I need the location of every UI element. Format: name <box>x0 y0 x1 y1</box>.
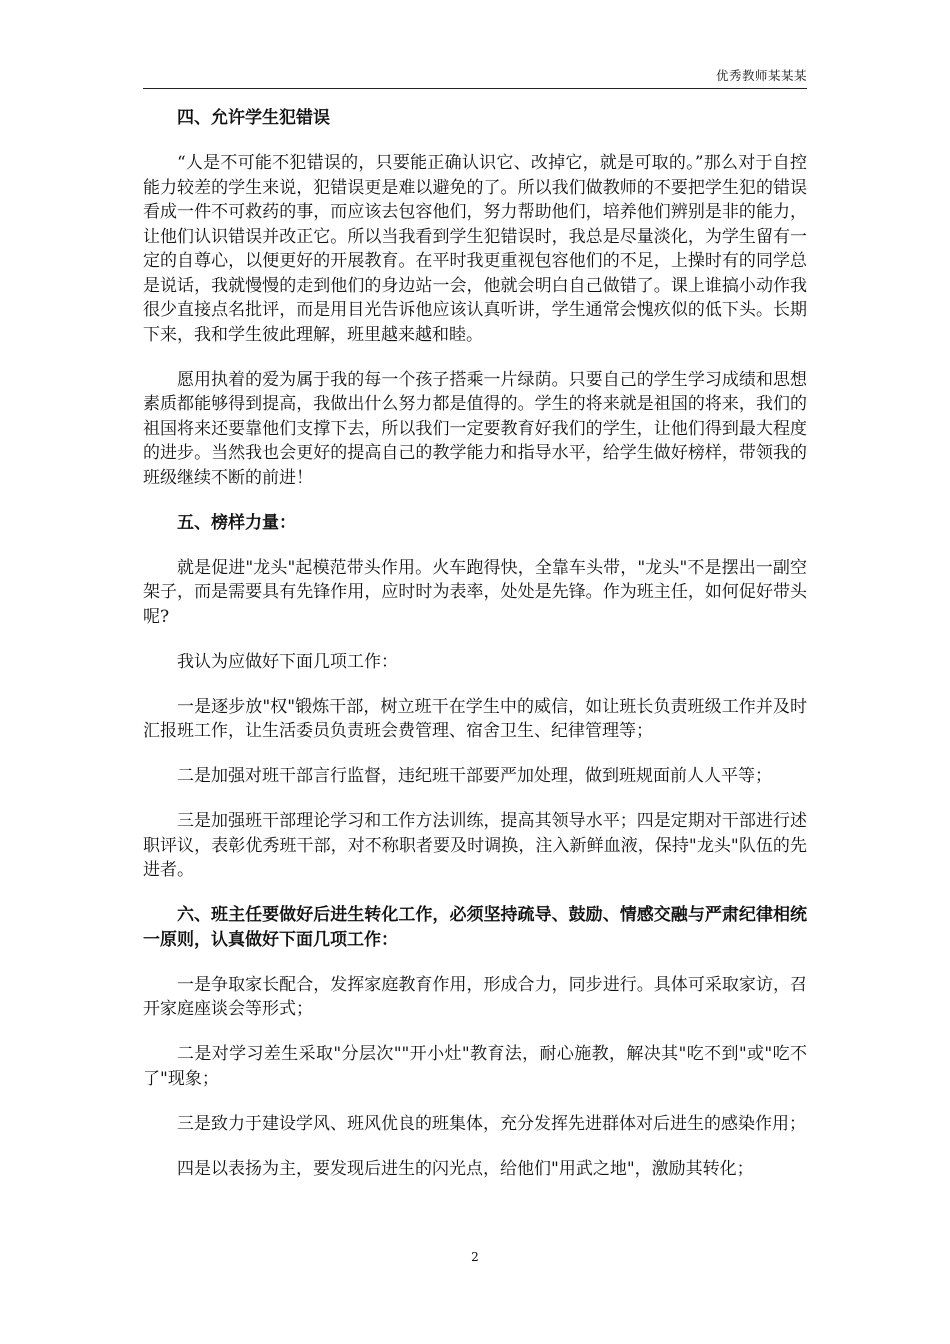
paragraph: 三是致力于建设学风、班风优良的班集体，充分发挥先进群体对后进生的感染作用； <box>177 1113 806 1134</box>
paragraph: 一是争取家长配合，发挥家庭教育作用，形成合力，同步进行。具体可采取家访，召开家庭座谈会等形式； <box>143 974 807 1019</box>
header-title: 优秀教师某某某 <box>715 68 807 83</box>
section-heading-4: 四、允许学生犯错误 <box>177 108 330 128</box>
section-heading-5: 五、榜样力量： <box>177 512 296 533</box>
page-number: 2 <box>471 1250 479 1264</box>
paragraph: 四是以表扬为主，要发现后进生的闪光点，给他们"用武之地"，激励其转化； <box>177 1158 754 1179</box>
paragraph: 三是加强班干部理论学习和工作方法训练，提高其领导水平；四是定期对干部进行述职评议，表彰优秀班干部，对不称职者要及时调换，注入新鲜血液，保持"龙头"队伍的先进者。 <box>143 811 807 880</box>
paragraph: 我认为应做好下面几项工作： <box>177 651 398 672</box>
paragraph: 二是加强对班干部言行监督，违纪班干部要严加处理，做到班规面前人人平等； <box>177 766 772 786</box>
page-header <box>143 66 807 89</box>
paragraph: “人是不可能不犯错误的，只要能正确认识它、改掉它，就是可取的。”那么对于自控能力较差的学生来说，犯错误更是难以避免的了。所以我们做教师的不要把学生犯的错误看成一件不可救药的事，而应该去包容他们，努力帮助他们，培养他们辨别是非的能力，让他们认识错误并改正它。所以当我看到学生犯错误时，我总是尽量淡化，为学生留有一定的自尊心，以便更好的开展教育。在平时我更重视包容他们的不足，上操时有的同学总是说话，我就慢慢的走到他们的身边站一会，他就会明白自己做错了。课上谁搞小动作我很少直接点名批评，而是用目光告诉他应该认真听讲，学生通常会愧疚似的低下头。长期下来，我和学生彼此理解，班里越来越和睦。 <box>143 153 807 345</box>
paragraph: 二是对学习差生采取"分层次""开小灶"教育法，耐心施教，解决其"吃不到"或"吃不了"现象； <box>143 1044 807 1089</box>
paragraph: 愿用执着的爱为属于我的每一个孩子搭乘一片绿荫。只要自己的学生学习成绩和思想素质都能够得到提高，我做出什么努力都是值得的。学生的将来就是祖国的将来，我们的祖国将来还要靠他们支撑下去，所以我们一定要教育好我们的学生，让他们得到最大程度的进步。当然我也会更好的提高自己的教学能力和指导水平，给学生做好榜样，带领我的班级继续不断的前进！ <box>143 369 807 488</box>
document-body <box>143 106 807 1181</box>
section-heading-6: 六、班主任要做好后进生转化工作，必须坚持疏导、鼓励、情感交融与严肃纪律相统一原则，认真做好下面几项工作： <box>143 905 807 950</box>
paragraph: 就是促进"龙头"起模范带头作用。火车跑得快，全靠车头带，"龙头"不是摆出一副空架子，而是需要具有先锋作用，应时时为表率，处处是先锋。作为班主任，如何促好带头呢? <box>143 557 807 627</box>
paragraph: 一是逐步放"权"锻炼干部，树立班干在学生中的威信，如让班长负责班级工作并及时汇报班工作，让生活委员负责班会费管理、宿舍卫生、纪律管理等； <box>143 696 807 741</box>
